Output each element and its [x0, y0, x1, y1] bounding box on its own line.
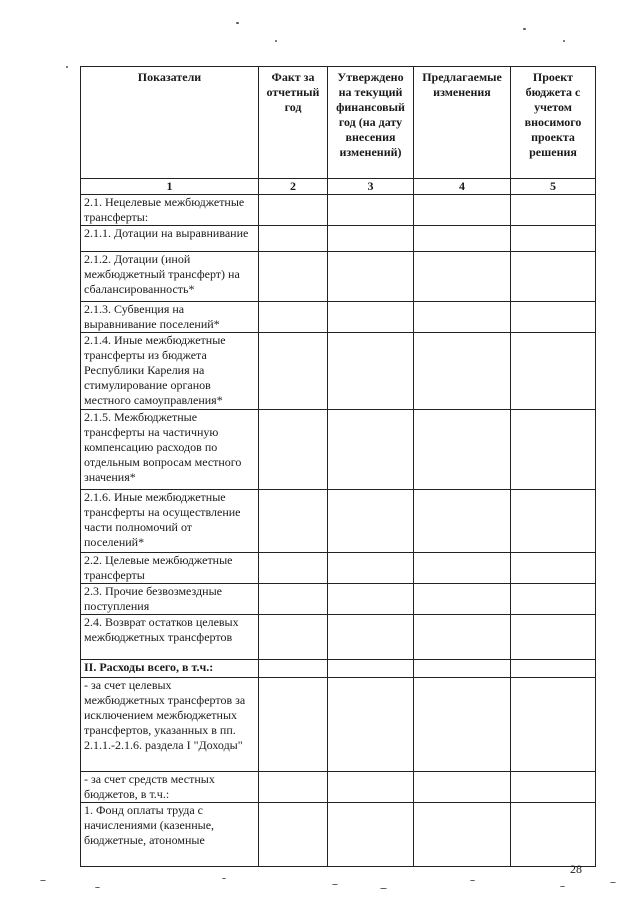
empty-value-cell: [511, 678, 596, 772]
budget-table: [80, 66, 596, 867]
empty-value-cell: [511, 803, 596, 867]
empty-value-cell: [414, 553, 511, 584]
row-label: 2.1.4. Иные межбюджетные трансферты из бюджета Республики Карелия на стимулирование органов местного самоуправления*: [81, 333, 259, 410]
column-number: 5: [511, 179, 596, 195]
empty-value-cell: [259, 226, 328, 252]
column-number: 1: [81, 179, 259, 195]
empty-value-cell: [328, 302, 414, 333]
empty-value-cell: [414, 660, 511, 678]
column-number-row: [81, 179, 596, 195]
header-approved-current-year: Утверждено на текущий финансовый год (на дату внесения изменений): [328, 67, 414, 179]
empty-value-cell: [414, 615, 511, 660]
empty-value-cell: [259, 252, 328, 302]
empty-value-cell: [511, 553, 596, 584]
empty-value-cell: [259, 678, 328, 772]
empty-value-cell: [328, 226, 414, 252]
scan-speck: [95, 887, 100, 888]
row-label: 2.2. Целевые межбюджетные трансферты: [81, 553, 259, 584]
empty-value-cell: [511, 333, 596, 410]
empty-value-cell: [328, 772, 414, 803]
empty-value-cell: [511, 410, 596, 490]
empty-value-cell: [259, 803, 328, 867]
empty-value-cell: [328, 660, 414, 678]
empty-value-cell: [328, 333, 414, 410]
empty-value-cell: [511, 660, 596, 678]
empty-value-cell: [511, 584, 596, 615]
scan-speck: [563, 40, 565, 42]
table-row: [81, 333, 596, 410]
row-label: II. Расходы всего, в т.ч.:: [81, 660, 259, 678]
empty-value-cell: [414, 678, 511, 772]
header-indicators: Показатели: [81, 67, 259, 179]
empty-value-cell: [259, 333, 328, 410]
scan-speck: [40, 880, 46, 881]
empty-value-cell: [259, 302, 328, 333]
row-label: - за счет средств местных бюджетов, в т.ч.:: [81, 772, 259, 803]
scan-speck: [380, 888, 387, 889]
empty-value-cell: [414, 410, 511, 490]
empty-value-cell: [511, 615, 596, 660]
empty-value-cell: [414, 252, 511, 302]
empty-value-cell: [328, 195, 414, 226]
table-header-row: [81, 67, 596, 179]
empty-value-cell: [328, 678, 414, 772]
row-label: 2.1.2. Дотации (иной межбюджетный трансферт) на сбалансированность*: [81, 252, 259, 302]
column-number: 4: [414, 179, 511, 195]
column-number: 2: [259, 179, 328, 195]
table-row: [81, 252, 596, 302]
header-fact-last-year: Факт за отчетный год: [259, 67, 328, 179]
page-number: 28: [570, 862, 582, 876]
empty-value-cell: [259, 615, 328, 660]
empty-value-cell: [259, 772, 328, 803]
scan-speck: [560, 886, 565, 887]
scan-speck: [332, 884, 338, 885]
table-row: [81, 302, 596, 333]
empty-value-cell: [414, 490, 511, 553]
empty-value-cell: [328, 584, 414, 615]
row-label: - за счет целевых межбюджетных трансфертов за исключением межбюджетных трансфертов, указанных в пп. 2.1.1.-2.1.6. раздела I "Доходы": [81, 678, 259, 772]
table-row: [81, 584, 596, 615]
table-row: [81, 615, 596, 660]
table-row: [81, 678, 596, 772]
table-row: [81, 195, 596, 226]
column-number: 3: [328, 179, 414, 195]
table-row: [81, 803, 596, 867]
empty-value-cell: [414, 772, 511, 803]
table-row: [81, 553, 596, 584]
scan-speck: [275, 40, 277, 42]
table-row: [81, 226, 596, 252]
empty-value-cell: [414, 333, 511, 410]
empty-value-cell: [328, 252, 414, 302]
empty-value-cell: [328, 803, 414, 867]
scan-speck: [523, 28, 526, 30]
empty-value-cell: [328, 410, 414, 490]
empty-value-cell: [511, 302, 596, 333]
scan-speck: [470, 880, 475, 881]
scan-speck: [66, 66, 68, 68]
empty-value-cell: [511, 252, 596, 302]
table-row: [81, 410, 596, 490]
row-label: 2.4. Возврат остатков целевых межбюджетных трансфертов: [81, 615, 259, 660]
row-label: 1. Фонд оплаты труда с начислениями (казенные, бюджетные, атономные: [81, 803, 259, 867]
empty-value-cell: [328, 553, 414, 584]
empty-value-cell: [259, 553, 328, 584]
empty-value-cell: [414, 584, 511, 615]
row-label: 2.3. Прочие безвозмездные поступления: [81, 584, 259, 615]
empty-value-cell: [414, 195, 511, 226]
empty-value-cell: [328, 490, 414, 553]
table-row: [81, 490, 596, 553]
table-row: [81, 772, 596, 803]
empty-value-cell: [259, 410, 328, 490]
empty-value-cell: [511, 490, 596, 553]
row-label: 2.1.3. Субвенция на выравнивание поселений*: [81, 302, 259, 333]
empty-value-cell: [511, 772, 596, 803]
empty-value-cell: [259, 660, 328, 678]
empty-value-cell: [414, 302, 511, 333]
row-label: 2.1.5. Межбюджетные трансферты на частичную компенсацию расходов по отдельным вопросам местного значения*: [81, 410, 259, 490]
row-label: 2.1.6. Иные межбюджетные трансферты на осуществление части полномочий от поселений*: [81, 490, 259, 553]
empty-value-cell: [259, 195, 328, 226]
empty-value-cell: [511, 195, 596, 226]
header-budget-project: Проект бюджета с учетом вносимого проекта решения: [511, 67, 596, 179]
scan-speck: [236, 22, 239, 24]
empty-value-cell: [414, 226, 511, 252]
header-proposed-changes: Предлагаемые изменения: [414, 67, 511, 179]
scan-speck: [610, 882, 616, 883]
scan-speck: [222, 878, 226, 879]
table-row: [81, 660, 596, 678]
empty-value-cell: [414, 803, 511, 867]
empty-value-cell: [511, 226, 596, 252]
row-label: 2.1.1. Дотации на выравнивание: [81, 226, 259, 252]
empty-value-cell: [328, 615, 414, 660]
empty-value-cell: [259, 584, 328, 615]
row-label: 2.1. Нецелевые межбюджетные трансферты:: [81, 195, 259, 226]
empty-value-cell: [259, 490, 328, 553]
